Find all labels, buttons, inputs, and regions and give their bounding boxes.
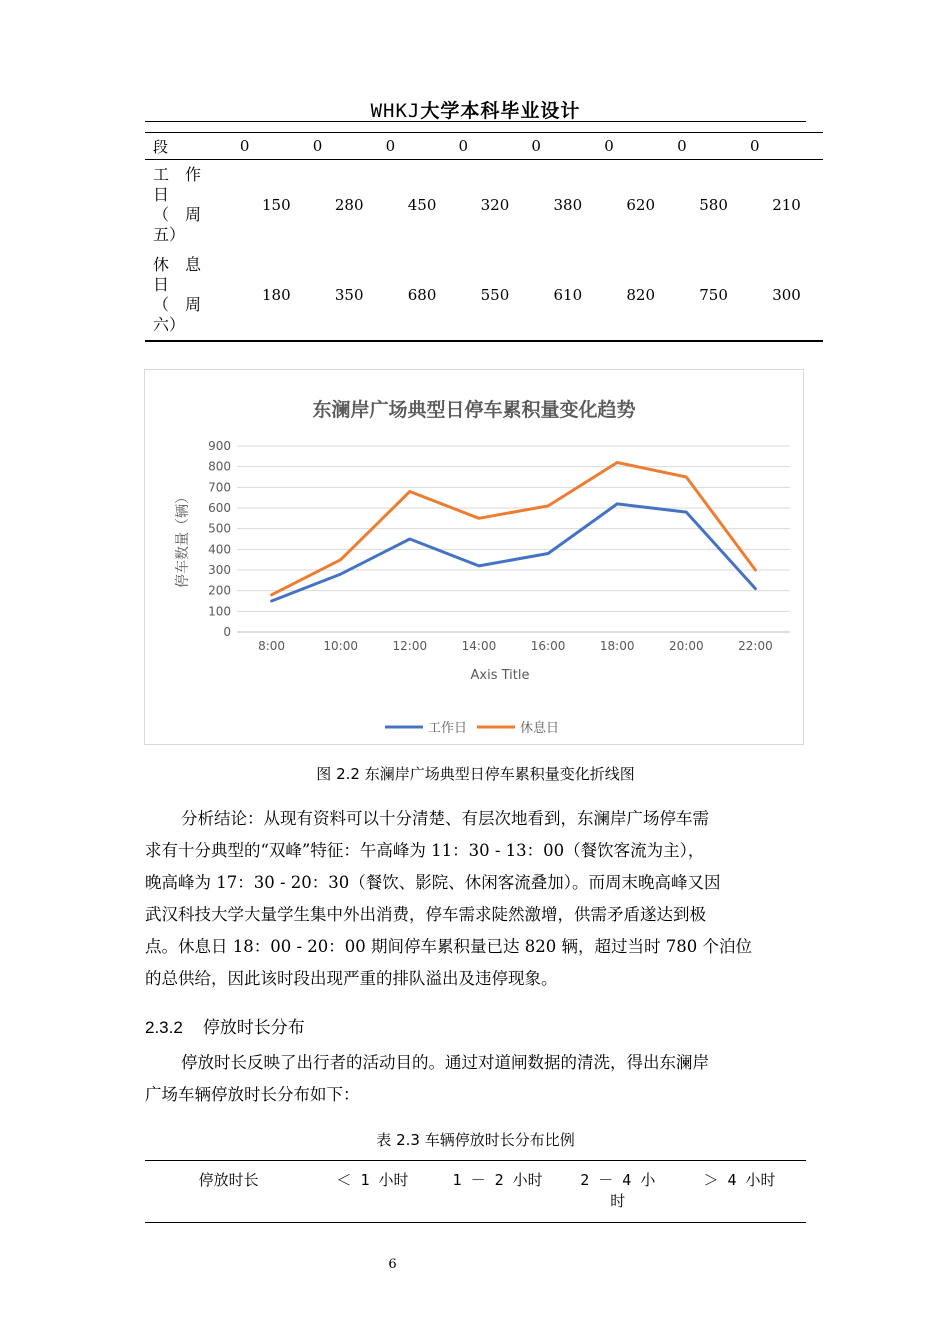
x-axis-title: Axis Title: [470, 668, 530, 683]
section-heading: [145, 1013, 305, 1038]
table-cell: 680: [386, 250, 459, 341]
column-header: 停放时长: [145, 1161, 312, 1223]
y-tick-label: 500: [208, 521, 231, 536]
column-header: ＞ 4 小时: [673, 1161, 806, 1223]
paragraph-line: 晚高峰为 17：30 - 20：30（餐饮、影院、休闲客流叠加）。而周末晚高峰又因: [145, 873, 721, 892]
label-line: 日: [153, 275, 170, 294]
paragraph-line: 的总供给，因此该时段出现严重的排队溢出及违停现象。: [145, 969, 558, 988]
label-line: 工 作: [153, 165, 202, 184]
x-tick-label: 14:00: [461, 639, 497, 653]
label-line: 休 息: [153, 255, 202, 274]
y-tick-label: 700: [208, 480, 231, 495]
label-line: 日: [153, 185, 170, 204]
table-cell: 450: [407, 196, 437, 214]
line-chart: [144, 369, 804, 745]
section-number: 2.3.2: [145, 1018, 183, 1037]
x-tick-label: 20:00: [669, 639, 704, 653]
page-header: [145, 96, 806, 123]
table-cell: 820: [604, 250, 677, 341]
label-line: （ 周: [153, 205, 202, 224]
duration-paragraph: [145, 1047, 806, 1111]
y-tick-label: 300: [208, 563, 231, 577]
paragraph-line: 点。休息日 18：00 - 20：00 期间停车累积量已达 820 辆，超过当时 780 个泊位: [145, 937, 753, 956]
row-label-weekday: [145, 160, 240, 251]
y-tick-label: 600: [208, 501, 231, 515]
table-cell: 0: [313, 133, 386, 160]
paragraph-line: 武汉科技大学大量学生集中外出消费，停车需求陡然激增，供需矛盾遂达到极: [145, 905, 706, 924]
header-school: WHKJ: [370, 100, 421, 122]
paragraph-line: 分析结论：从现有资料可以十分清楚、有层次地看到，东澜岸广场停车需: [181, 809, 709, 828]
y-axis-title: 停车数量（辆）: [175, 490, 191, 588]
table-cell: 350: [313, 250, 386, 341]
chart-svg: [145, 370, 803, 744]
y-tick-label: 900: [208, 439, 231, 453]
parking-data-table: [145, 132, 823, 342]
table-cell: 750: [677, 250, 750, 341]
paragraph-line: 停放时长反映了出行者的活动目的。通过对道闸数据的清洗，得出东澜岸: [181, 1053, 709, 1072]
table-cell: 0: [677, 133, 750, 160]
paragraph-line: 求有十分典型的“双峰”特征：午高峰为 11：30 - 13：00（餐饮客流为主），: [145, 841, 705, 860]
header-line: 2 － 4 小: [580, 1171, 656, 1189]
x-tick-label: 18:00: [599, 639, 635, 653]
column-header: ＜ 1 小时: [312, 1161, 432, 1223]
page-number: 6: [388, 1257, 397, 1272]
x-tick-label: 22:00: [738, 639, 773, 653]
figure-caption: 图 2.2 东澜岸广场典型日停车累积量变化折线图: [316, 765, 635, 783]
table-cell: 210: [772, 196, 801, 214]
table-caption: 表 2.3 车辆停放时长分布比例: [376, 1131, 575, 1149]
paragraph-line: 广场车辆停放时长分布如下：: [145, 1085, 360, 1104]
table-cell: 280: [334, 196, 364, 214]
segment-label: 段: [145, 133, 240, 160]
x-tick-label: 10:00: [323, 639, 358, 653]
y-tick-label: 200: [208, 583, 231, 598]
table-row: [145, 250, 823, 341]
table-cell: 620: [626, 196, 656, 214]
duration-table: [145, 1160, 806, 1223]
table-cell: 300: [750, 250, 823, 341]
table-cell: 580: [699, 196, 728, 214]
y-tick-label: 100: [208, 604, 231, 619]
chart-title: 东澜岸广场典型日停车累积量变化趋势: [312, 399, 636, 421]
y-tick-label: 400: [208, 542, 231, 557]
table-cell: 0: [531, 133, 604, 160]
x-tick-label: 12:00: [392, 639, 428, 653]
table-row: [145, 133, 823, 160]
x-tick-label: 8:00: [258, 639, 286, 653]
table-row: [145, 160, 823, 251]
table-cell: 150: [262, 196, 291, 214]
analysis-paragraph: [145, 803, 806, 995]
label-line: 六）: [153, 315, 186, 334]
table-cell: 610: [531, 250, 604, 341]
header-divider: [145, 121, 806, 122]
column-header: [563, 1161, 673, 1223]
table-header-row: [145, 1161, 806, 1223]
label-line: （ 周: [153, 295, 202, 314]
header-title: 大学本科毕业设计: [420, 100, 581, 122]
series-line-1: [272, 504, 756, 601]
section-title: 停放时长分布: [202, 1018, 305, 1038]
header-line: 时: [610, 1192, 626, 1210]
table-cell: 0: [459, 133, 532, 160]
table-cell: 0: [604, 133, 677, 160]
table-cell: 550: [459, 250, 532, 341]
table-cell: 180: [240, 250, 313, 341]
table-cell: 0: [386, 133, 459, 160]
label-line: 五）: [153, 225, 186, 244]
legend-label: 工作日: [428, 721, 468, 736]
row-label-weekend: [145, 250, 240, 341]
x-tick-label: 16:00: [530, 639, 566, 653]
legend-label: 休息日: [520, 721, 560, 736]
table-cell: 320: [480, 196, 510, 214]
table-cell: 380: [553, 196, 583, 214]
table-cell: 0: [240, 133, 313, 160]
column-header: 1 － 2 小时: [433, 1161, 563, 1223]
table-cell: 0: [750, 133, 823, 160]
y-tick-label: 0: [223, 625, 231, 639]
y-tick-label: 800: [208, 459, 231, 474]
